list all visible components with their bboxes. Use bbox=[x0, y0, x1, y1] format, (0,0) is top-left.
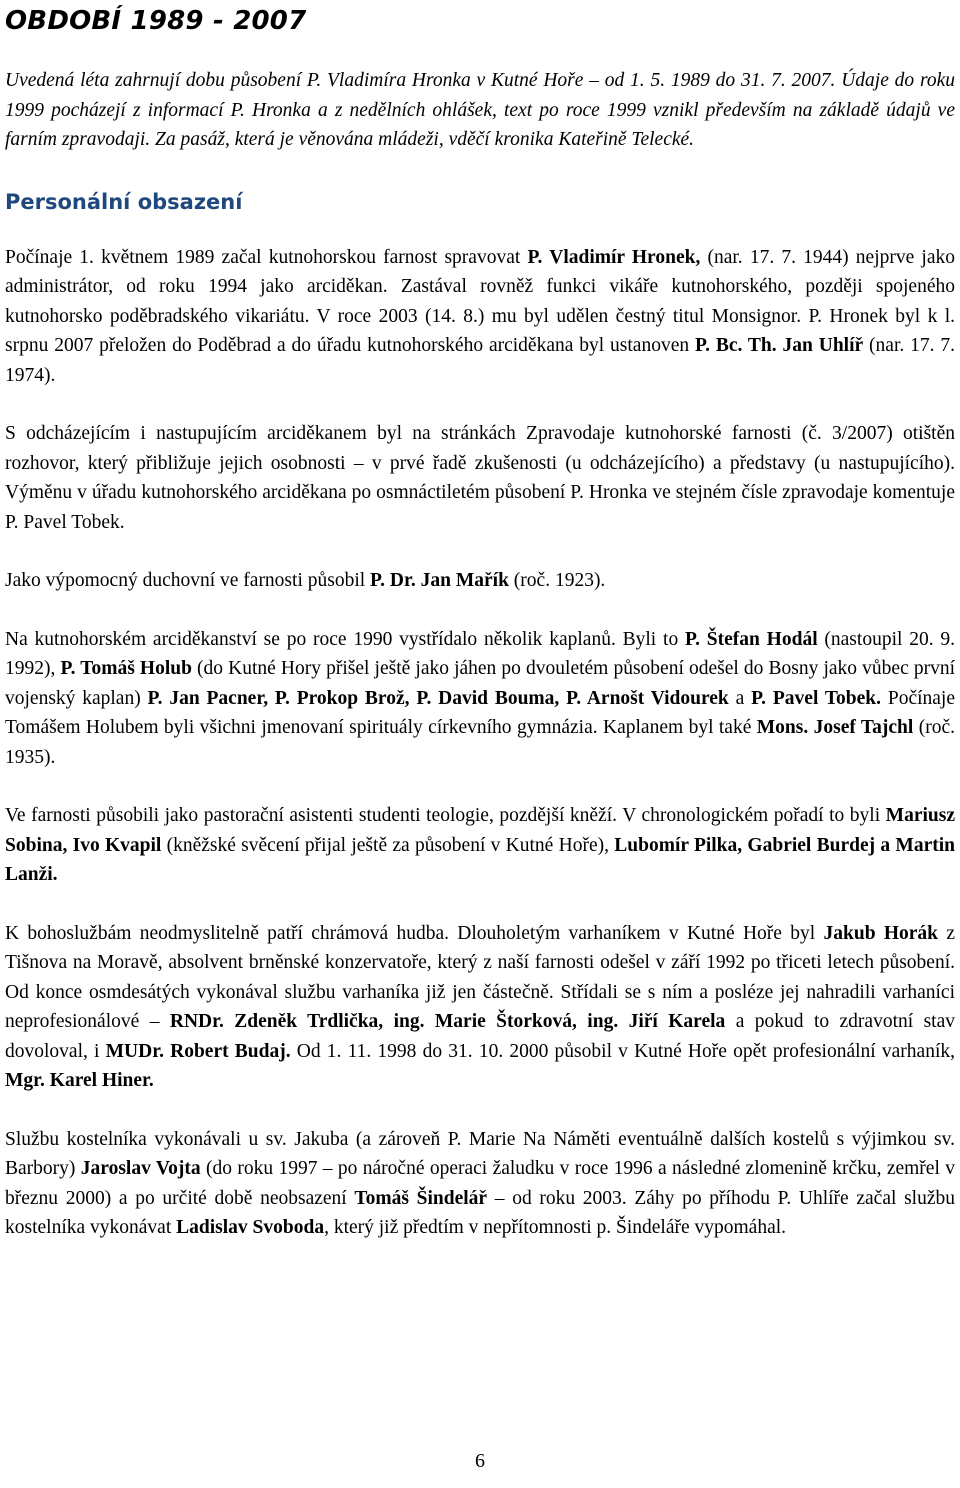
name-karel-hiner: Mgr. Karel Hiner. bbox=[5, 1070, 154, 1091]
text-run: , který již předtím v nepřítomnosti p. Šindeláře vypomáhal. bbox=[324, 1217, 787, 1238]
text-run: a pokud to zdravotní stav dovoloval, i bbox=[5, 1011, 955, 1062]
text-run: – od roku 2003. Záhy po příhodu P. Uhlíře začal službu kostelníka vykonávat bbox=[5, 1187, 956, 1238]
name-vladimir-hronek: P. Vladimír Hronek, bbox=[527, 246, 701, 268]
name-jan-uhlir: P. Bc. Th. Jan Uhlíř bbox=[695, 335, 864, 356]
text-run: z Tišnova na Moravě, absolvent brněnské konzervatoře, který z naší farnosti odešel v září 1992 po třiceti letech působení. Od konce osmdesátých vykonával službu varhaníka již jen částečně. Střídali se s ním a posléze jej nahradili varhaníci neprofesionálové – bbox=[5, 922, 956, 1032]
paragraph-pastoral-assistants bbox=[5, 801, 955, 890]
names-assistants-1: Mariusz Sobina, Ivo Kvapil bbox=[5, 805, 955, 856]
names-chaplains: P. Jan Pacner, P. Prokop Brož, P. David Bouma, P. Arnošt Vidourek bbox=[147, 687, 729, 709]
document-page bbox=[5, 0, 955, 1243]
paragraph-chaplains bbox=[5, 625, 955, 773]
paragraph-assistant-priest bbox=[5, 566, 955, 596]
text-run: (nar. 17. 7. 1944) nejprve jako administrátor, od roku 1994 jako arciděkan. Zastával rovněž funkci vikáře kutnohorského, později spojeného kutnohorsko poděbradského vikariátu. V roce 2003 (14. 8.) mu byl udělen čestný titul Monsignor. P. Hronek byl k l. srpnu 2007 přeložen do Poděbrad a do úřadu kutnohorského arciděkana byl ustanoven bbox=[5, 246, 956, 356]
document-title: OBDOBÍ 1989 - 2007 bbox=[5, 6, 307, 36]
text-run: Jako výpomocný duchovní ve farnosti působil bbox=[5, 570, 371, 591]
text-run: Od 1. 11. 1998 do 31. 10. 2000 působil v Kutné Hoře opět profesionální varhaník, bbox=[290, 1040, 955, 1062]
paragraph-sextons bbox=[5, 1125, 955, 1243]
text-run: (roč. 1923). bbox=[508, 570, 606, 591]
text-run: K bohoslužbám neodmyslitelně patří chrámová hudba. Dlouholetým varhaníkem v Kutné Hoře byl bbox=[5, 922, 824, 944]
text-run: Ve farnosti působili jako pastorační asistenti studenti teologie, pozdější kněží. V chronologickém pořadí to byli bbox=[5, 805, 886, 826]
text-run: (kněžské svěcení přijal ještě za působení v Kutné Hoře), bbox=[161, 834, 615, 856]
name-robert-budaj: MUDr. Robert Budaj. bbox=[105, 1040, 291, 1062]
name-jaroslav-vojta: Jaroslav Vojta bbox=[80, 1158, 201, 1179]
paragraph-organists bbox=[5, 919, 955, 1096]
text-run: a bbox=[728, 687, 752, 709]
text-run: (roč. 1935). bbox=[5, 717, 955, 768]
name-stefan-hodal: P. Štefan Hodál bbox=[685, 628, 818, 650]
text-run: (nar. 17. 7. 1974). bbox=[5, 335, 955, 386]
text-run: (do roku 1997 – po náročné operaci žaludku v roce 1996 a následné zlomenině krčku, zemřel v březnu 2000) a po určité době neobsazení bbox=[5, 1158, 955, 1209]
name-josef-tajchl: Mons. Josef Tajchl bbox=[756, 717, 914, 738]
names-organists: RNDr. Zdeněk Trdlička, ing. Marie Štorková, ing. Jiří Karela bbox=[169, 1011, 726, 1032]
section-heading: Personální obsazení bbox=[5, 189, 243, 214]
name-jan-marik: P. Dr. Jan Mařík bbox=[370, 570, 509, 591]
text-run: (nastoupil 20. 9. 1992), bbox=[5, 628, 955, 679]
paragraph-archdeacons bbox=[5, 243, 955, 391]
names-assistants-2: Lubomír Pilka, Gabriel Burdej a Martin Lanži. bbox=[5, 834, 955, 885]
name-ladislav-svoboda: Ladislav Svoboda bbox=[176, 1217, 325, 1238]
text-run: (do Kutné Hory přišel ještě jako jáhen po dvouletém působení odešel do Bosny jako vůbec první vojenský kaplan) bbox=[5, 658, 956, 709]
name-jakub-horak: Jakub Horák bbox=[823, 922, 939, 944]
text-run: Počínaje 1. květnem 1989 začal kutnohorskou farnost spravovat bbox=[5, 246, 528, 268]
text-run: Počínaje Tomášem Holubem byli všichni jmenovaní spirituály církevního gymnázia. Kaplanem byl také bbox=[5, 687, 955, 738]
text-run: Službu kostelníka vykonávali u sv. Jakuba (a zároveň P. Marie Na Náměti eventuálně dalších kostelů s výjimkou sv. Barbory) bbox=[5, 1128, 955, 1179]
page-number: 6 bbox=[475, 1450, 485, 1472]
name-tomas-sindelar: Tomáš Šindelář bbox=[354, 1187, 488, 1209]
name-pavel-tobek: P. Pavel Tobek. bbox=[751, 687, 882, 709]
paragraph-interview: S odcházejícím i nastupujícím arciděkanem byl na stránkách Zpravodaje kutnohorské farnosti (č. 3/2007) otištěn rozhovor, který přibližuje jejich osobnosti – v prvé řadě zkušenosti (u odcházejícího) a představy (u nastupujícího). Výměnu v úřadu kutnohorského arciděkana po osmnáctiletém působení P. Hronka ve stejném čísle zpravodaje komentuje P. Pavel Tobek. bbox=[5, 423, 955, 533]
text-run: Na kutnohorském arciděkanství se po roce 1990 vystřídalo několik kaplanů. Byli to bbox=[5, 628, 685, 650]
intro-paragraph: Uvedená léta zahrnují dobu působení P. Vladimíra Hronka v Kutné Hoře – od 1. 5. 1989 do 31. 7. 2007. Údaje do roku 1999 pocházejí z informací P. Hronka a z nedělních ohlášek, text po roce 1999 vznikl především na základě údajů ve farním zpravodaji. Za pasáž, která je věnována mládeži, vděčí kronika Kateřině Telecké. bbox=[5, 70, 955, 150]
name-tomas-holub: P. Tomáš Holub bbox=[60, 658, 192, 679]
